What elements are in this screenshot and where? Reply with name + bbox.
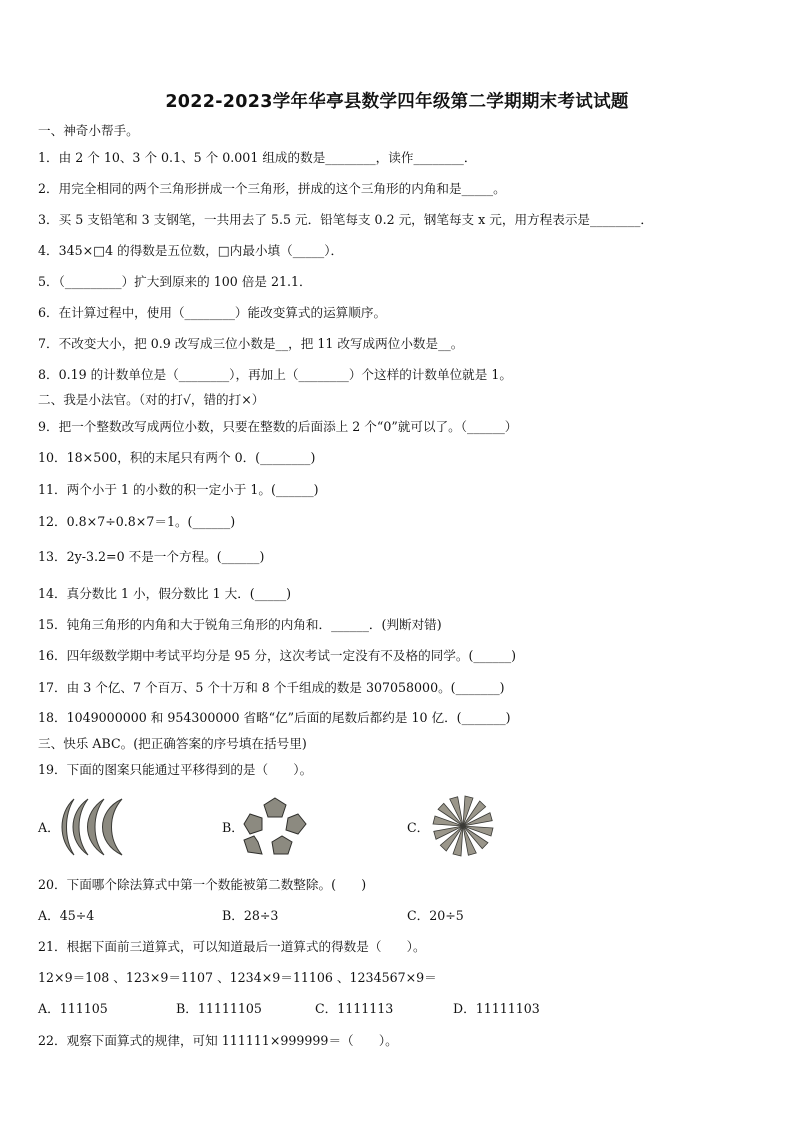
question-10: 10．18×500，积的末尾只有两个 0．(________) — [38, 450, 316, 465]
question-17: 17．由 3 个亿、7 个百万、5 个十万和 8 个千组成的数是 307058000。(_______) — [38, 680, 505, 695]
section-heading-1: 一、神奇小帮手。 — [38, 123, 139, 138]
question-8: 8．0.19 的计数单位是（________），再加上（________）个这样的计数单位就是 1。 — [38, 367, 512, 382]
question-21: 21．根据下面前三道算式，可以知道最后一道算式的得数是（ ）。 — [38, 939, 426, 954]
question-7: 7．不改变大小，把 0.9 改写成三位小数是__，把 11 改写成两位小数是__。 — [38, 336, 464, 351]
question-22: 22．观察下面算式的规律，可知 111111×999999＝（ ）。 — [38, 1033, 398, 1048]
option-19-c-label: C． — [407, 820, 430, 835]
question-1: 1．由 2 个 10、3 个 0.1、5 个 0.001 组成的数是________，读作________． — [38, 150, 477, 165]
section-heading-3: 三、快乐 ABC。(把正确答案的序号填在括号里) — [38, 736, 307, 751]
option-20-b: B．28÷3 — [222, 908, 279, 923]
section-heading-2: 二、我是小法官。（对的打√，错的打×） — [38, 392, 265, 407]
option-21-d: D．11111103 — [453, 1001, 540, 1016]
question-14: 14．真分数比 1 小，假分数比 1 大．(_____) — [38, 586, 292, 601]
pinwheel-icon — [430, 794, 496, 862]
question-16: 16．四年级数学期中考试平均分是 95 分，这次考试一定没有不及格的同学。(______) — [38, 648, 517, 663]
option-21-c: C．1111113 — [315, 1001, 394, 1016]
crescent-moons-icon — [60, 795, 132, 863]
option-20-c: C．20÷5 — [407, 908, 464, 923]
question-21-expression: 12×9＝108 、123×9＝1107 、1234×9＝11106 、1234567×9＝ — [38, 970, 437, 985]
question-11: 11．两个小于 1 的小数的积一定小于 1。(______) — [38, 482, 319, 497]
option-19-b-label: B． — [222, 820, 244, 835]
pentagon-ring-icon — [242, 796, 308, 860]
question-20: 20．下面哪个除法算式中第一个数能被第二数整除。( ) — [38, 877, 367, 892]
question-18: 18．1049000000 和 954300000 省略“亿”后面的尾数后都约是 10 亿．(_______) — [38, 710, 511, 725]
question-3: 3．买 5 支铅笔和 3 支钢笔，一共用去了 5.5 元．铅笔每支 0.2 元，钢笔每支 x 元，用方程表示是________． — [38, 212, 653, 227]
question-15: 15．钝角三角形的内角和大于锐角三角形的内角和．______．(判断对错) — [38, 617, 442, 632]
option-20-a: A．45÷4 — [38, 908, 95, 923]
question-13: 13．2y-3.2=0 不是一个方程。(______) — [38, 549, 265, 564]
question-5: 5．（_________）扩大到原来的 100 倍是 21.1． — [38, 274, 312, 289]
option-21-a: A．111105 — [38, 1001, 108, 1016]
question-9: 9．把一个整数改写成两位小数，只要在整数的后面添上 2 个“0”就可以了。（______） — [38, 419, 518, 434]
question-2: 2．用完全相同的两个三角形拼成一个三角形，拼成的这个三角形的内角和是_____。 — [38, 181, 506, 196]
option-21-b: B．11111105 — [176, 1001, 262, 1016]
question-19: 19．下面的图案只能通过平移得到的是（ ）。 — [38, 762, 313, 777]
option-19-a-label: A． — [38, 820, 60, 835]
question-6: 6．在计算过程中，使用（________）能改变算式的运算顺序。 — [38, 305, 387, 320]
question-4: 4．345×□4 的得数是五位数，□内最小填（_____）． — [38, 243, 344, 258]
page-title: 2022-2023学年华亭县数学四年级第二学期期末考试试题 — [165, 92, 629, 112]
question-12: 12．0.8×7÷0.8×7＝1。(______) — [38, 514, 236, 529]
